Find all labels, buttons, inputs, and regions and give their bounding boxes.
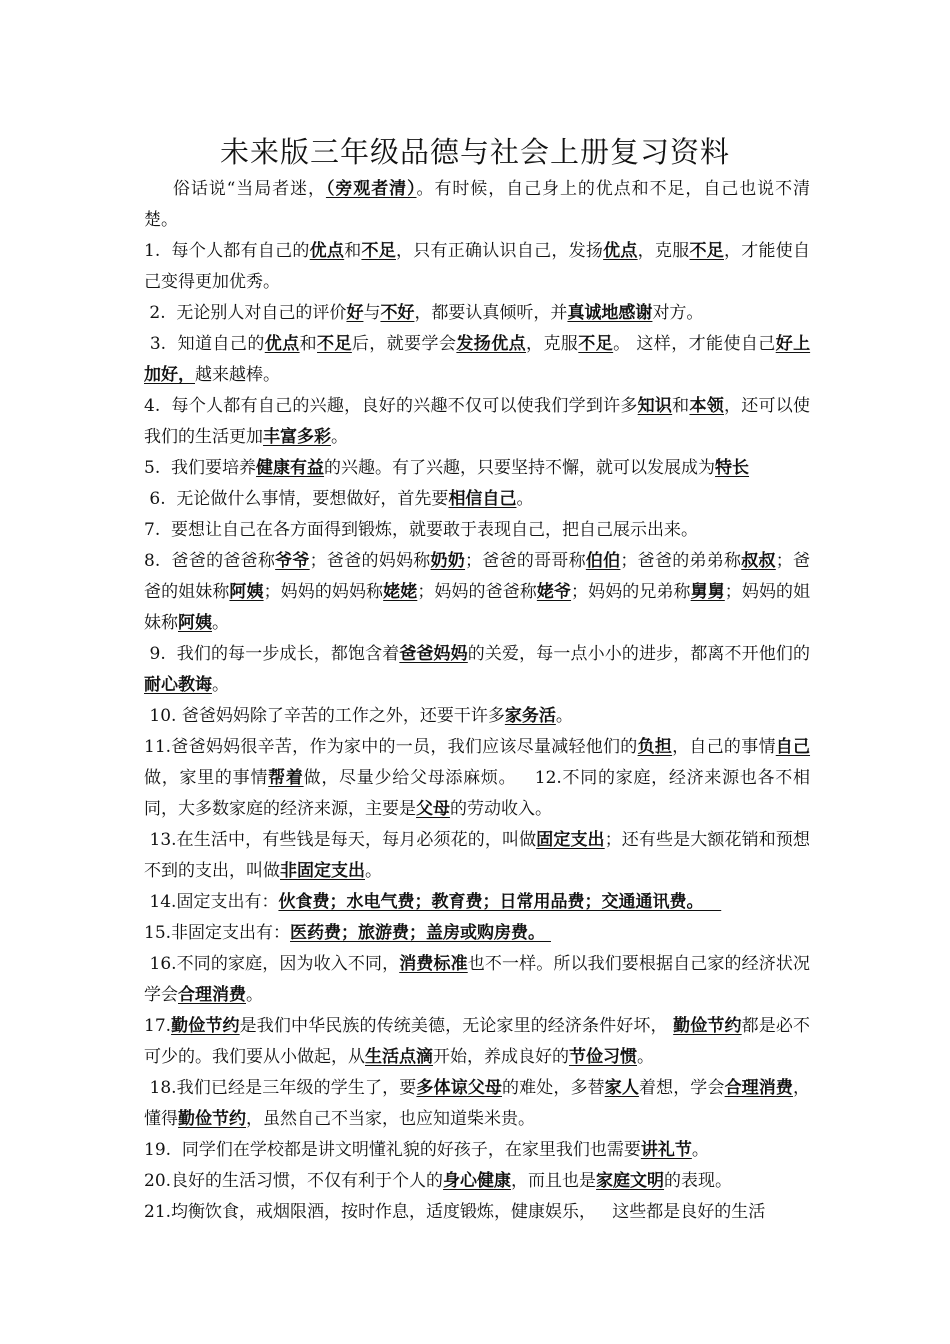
paragraph bbox=[144, 329, 810, 391]
answer-term: 阿姨 bbox=[178, 613, 212, 633]
paragraph bbox=[144, 732, 810, 825]
answer-term: 勤俭节约 bbox=[673, 1016, 742, 1036]
text-segment: 也不一样。所以我们要根据自己家的经济状况学会 bbox=[144, 954, 811, 1005]
paragraph bbox=[144, 918, 810, 949]
answer-term: 身心健康 bbox=[443, 1171, 512, 1191]
answer-term: 好 bbox=[346, 303, 364, 323]
text-segment: ；爸爸的弟弟称 bbox=[620, 551, 742, 571]
text-segment: 1. 每个人都有自己的 bbox=[144, 241, 310, 261]
answer-term: 相信自己 bbox=[448, 489, 517, 509]
answer-term: 家庭文明 bbox=[596, 1171, 665, 1191]
answer-term: 真诚地感谢 bbox=[567, 303, 653, 323]
text-segment: 着想，学会 bbox=[638, 1078, 725, 1098]
answer-term: 勤俭节约 bbox=[178, 1109, 246, 1129]
text-segment: 。 bbox=[212, 613, 229, 633]
text-segment: 。 bbox=[555, 706, 573, 726]
answer-term: 非固定支出 bbox=[280, 861, 365, 881]
answer-term: 耐心教诲 bbox=[144, 675, 212, 695]
answer-term: 发扬优点 bbox=[456, 334, 527, 354]
paragraph bbox=[144, 701, 810, 732]
answer-term: 伯伯 bbox=[585, 551, 621, 571]
text-segment: 。 bbox=[691, 1140, 709, 1160]
answer-term: 特长 bbox=[715, 458, 750, 478]
answer-term: 勤俭节约 bbox=[171, 1016, 240, 1036]
text-segment: 21.均衡饮食，戒烟限酒，按时作息，适度锻炼，健康娱乐， 这些都是良好的生活 bbox=[144, 1202, 766, 1222]
paragraph bbox=[144, 453, 810, 484]
text-segment: 的难处，多替 bbox=[501, 1078, 605, 1098]
text-segment: 开始，养成良好的 bbox=[433, 1047, 569, 1067]
document-body bbox=[144, 174, 810, 1228]
text-segment: 的表现。 bbox=[664, 1171, 733, 1191]
text-segment: 2. 无论别人对自己的评价 bbox=[144, 303, 347, 323]
document-title: 未来版三年级品德与社会上册复习资料 bbox=[219, 135, 730, 169]
text-segment: ，才能使自己变得更加优秀。 bbox=[144, 241, 811, 292]
paragraph bbox=[144, 1011, 810, 1073]
answer-term: 讲礼节 bbox=[640, 1140, 692, 1160]
answer-term: 舅舅 bbox=[690, 582, 725, 602]
text-segment: 。 bbox=[637, 1047, 654, 1067]
answer-term: 姥爷 bbox=[536, 582, 572, 602]
text-segment: ，只有正确认识自己，发扬 bbox=[395, 241, 604, 261]
text-segment: 与 bbox=[363, 303, 381, 323]
text-segment: 做，家里的事情 bbox=[144, 768, 269, 788]
text-segment: 13.在生活中，有些钱是每天，每月必须花的，叫做 bbox=[144, 830, 537, 850]
text-segment: 7. 要想让自己在各方面得到锻炼，就要敢于表现自己，把自己展示出来。 bbox=[144, 520, 699, 540]
answer-term: 知识 bbox=[637, 396, 673, 416]
text-segment: 16.不同的家庭，因为收入不同， bbox=[144, 954, 400, 974]
paragraph bbox=[144, 1135, 810, 1166]
answer-term: 固定支出 bbox=[536, 830, 605, 850]
paragraph bbox=[144, 391, 810, 453]
text-segment: 。有时候，自己身上的优点和不足，自己也说不清楚。 bbox=[144, 179, 811, 230]
text-segment: 。 bbox=[212, 675, 229, 695]
answer-term: 本领 bbox=[689, 396, 724, 416]
text-segment: 。 bbox=[331, 427, 348, 447]
paragraph bbox=[144, 1073, 810, 1135]
text-segment: ；妈妈的妈妈称 bbox=[263, 582, 384, 602]
text-segment: 11.爸爸妈妈很辛苦，作为家中的一员，我们应该尽量减轻他们的 bbox=[144, 737, 638, 757]
text-segment: 后，就要学会 bbox=[351, 334, 457, 354]
text-segment: 3. 知道自己的 bbox=[144, 334, 265, 354]
text-segment: 和 bbox=[299, 334, 318, 354]
text-segment: 9. 我们的每一步成长，都饱含着 bbox=[144, 644, 400, 664]
answer-term: 家人 bbox=[604, 1078, 639, 1098]
answer-term: 阿姨 bbox=[229, 582, 264, 602]
answer-term: 不足 bbox=[689, 241, 724, 261]
answer-term: 优点 bbox=[603, 241, 638, 261]
answer-term: 多体谅父母 bbox=[416, 1078, 502, 1098]
answer-term: 爷爷 bbox=[275, 551, 310, 571]
answer-term: 伙食费；水电气费；教育费；日常用品费；交通通讯费。 bbox=[278, 892, 722, 912]
answer-term: 家务活 bbox=[504, 706, 556, 726]
answer-term: 奶奶 bbox=[430, 551, 466, 571]
answer-term: 丰富多彩 bbox=[263, 427, 331, 447]
paragraph bbox=[144, 949, 810, 1011]
text-segment: 6. 无论做什么事情，要想做好，首先要 bbox=[144, 489, 449, 509]
text-segment: ，克服 bbox=[526, 334, 579, 354]
answer-term: 消费标准 bbox=[399, 954, 468, 974]
paragraph bbox=[144, 825, 810, 887]
text-segment: 都是必不可少的。我们要从小做起，从 bbox=[144, 1016, 811, 1067]
text-segment: 5. 我们要培养 bbox=[144, 458, 257, 478]
paragraph bbox=[144, 546, 810, 639]
text-segment: ，虽然自己不当家，也应知道柴米贵。 bbox=[246, 1109, 535, 1129]
text-segment: 。 bbox=[516, 489, 534, 509]
text-segment: 是我们中华民族的传统美德，无论家里的经济条件好坏， bbox=[239, 1016, 674, 1036]
answer-term: 负担 bbox=[637, 737, 673, 757]
answer-term: 自己 bbox=[775, 737, 811, 757]
answer-term: 不好 bbox=[380, 303, 415, 323]
text-segment: ，还可以使我们的生活更加 bbox=[144, 396, 811, 447]
answer-term: 合理消费 bbox=[178, 985, 246, 1005]
text-segment: 。 bbox=[246, 985, 263, 1005]
answer-term: 合理消费 bbox=[724, 1078, 794, 1098]
text-segment: 18.我们已经是三年级的学生了，要 bbox=[144, 1078, 417, 1098]
text-segment: 14.固定支出有： bbox=[144, 892, 279, 912]
answer-term: （旁观者清） bbox=[325, 179, 417, 199]
answer-term: 叔叔 bbox=[741, 551, 776, 571]
text-segment: ；爸爸的姐妹称 bbox=[144, 551, 811, 602]
answer-term: 好上加好， bbox=[144, 334, 811, 385]
text-segment: ，自己的事情 bbox=[672, 737, 776, 757]
text-segment: 。 bbox=[365, 861, 382, 881]
answer-term: 节俭习惯 bbox=[569, 1047, 637, 1067]
text-segment: ，而且也是 bbox=[511, 1171, 597, 1191]
paragraph bbox=[144, 887, 810, 918]
text-segment: ，都要认真倾听，并 bbox=[414, 303, 568, 323]
text-segment: ；爸爸的妈妈称 bbox=[309, 551, 431, 571]
answer-term: 不足 bbox=[361, 241, 396, 261]
text-segment: 4. 每个人都有自己的兴趣，良好的兴趣不仅可以使我们学到许多 bbox=[144, 396, 638, 416]
paragraph bbox=[144, 639, 810, 701]
answer-term: 不足 bbox=[317, 334, 352, 354]
text-segment: ；妈妈的姐妹称 bbox=[144, 582, 811, 633]
text-segment: 15.非固定支出有： bbox=[144, 923, 291, 943]
text-segment: 。 这样，才能使自己 bbox=[613, 334, 776, 354]
text-segment: 越来越棒。 bbox=[195, 365, 280, 385]
text-segment: ；还有些是大额花销和预想不到的支出，叫做 bbox=[144, 830, 811, 881]
paragraph bbox=[144, 484, 810, 515]
answer-term: 姥姥 bbox=[383, 582, 418, 602]
answer-term: 健康有益 bbox=[256, 458, 325, 478]
answer-term: 父母 bbox=[416, 799, 450, 819]
paragraph bbox=[144, 515, 810, 546]
paragraph bbox=[144, 236, 810, 298]
text-segment: 的兴趣。有了兴趣，只要坚持不懈，就可以发展成为 bbox=[324, 458, 716, 478]
text-segment: 20.良好的生活习惯，不仅有利于个人的 bbox=[144, 1171, 444, 1191]
text-segment: 17. bbox=[144, 1016, 172, 1036]
answer-term: 生活点滴 bbox=[365, 1047, 433, 1067]
text-segment: ；妈妈的爸爸称 bbox=[417, 582, 537, 602]
paragraph bbox=[144, 298, 810, 329]
answer-term: 爸爸妈妈 bbox=[399, 644, 468, 664]
text-segment: 和 bbox=[672, 396, 690, 416]
text-segment: ；妈妈的兄弟称 bbox=[571, 582, 691, 602]
text-segment: 19. 同学们在学校都是讲文明懂礼貌的好孩子，在家里我们也需要 bbox=[144, 1140, 641, 1160]
text-segment: 的关爱，每一点小小的进步，都离不开他们的 bbox=[467, 644, 811, 664]
text-segment: 8. 爸爸的爸爸称 bbox=[144, 551, 276, 571]
text-segment: 和 bbox=[344, 241, 362, 261]
text-segment: ，懂得 bbox=[144, 1078, 811, 1129]
text-segment: ，克服 bbox=[637, 241, 690, 261]
text-segment: 10. 爸爸妈妈除了辛苦的工作之外，还要干许多 bbox=[144, 706, 505, 726]
answer-term: 帮着 bbox=[268, 768, 304, 788]
text-segment: 的劳动收入。 bbox=[450, 799, 552, 819]
answer-term: 优点 bbox=[264, 334, 300, 354]
answer-term: 医药费；旅游费；盖房或购房费。 bbox=[290, 923, 551, 943]
paragraph bbox=[144, 174, 810, 236]
answer-term: 不足 bbox=[578, 334, 614, 354]
paragraph bbox=[144, 1166, 810, 1197]
text-segment: 对方。 bbox=[652, 303, 704, 323]
answer-term: 优点 bbox=[309, 241, 345, 261]
text-segment: 俗话说“当局者迷， bbox=[172, 179, 326, 199]
paragraph bbox=[144, 1197, 810, 1228]
text-segment: 做，尽量少给父母添麻烦。 12.不同的家庭，经济来源也各不相同，大多数家庭的经济来源，主要是 bbox=[144, 768, 811, 819]
text-segment: ；爸爸的哥哥称 bbox=[465, 551, 586, 571]
